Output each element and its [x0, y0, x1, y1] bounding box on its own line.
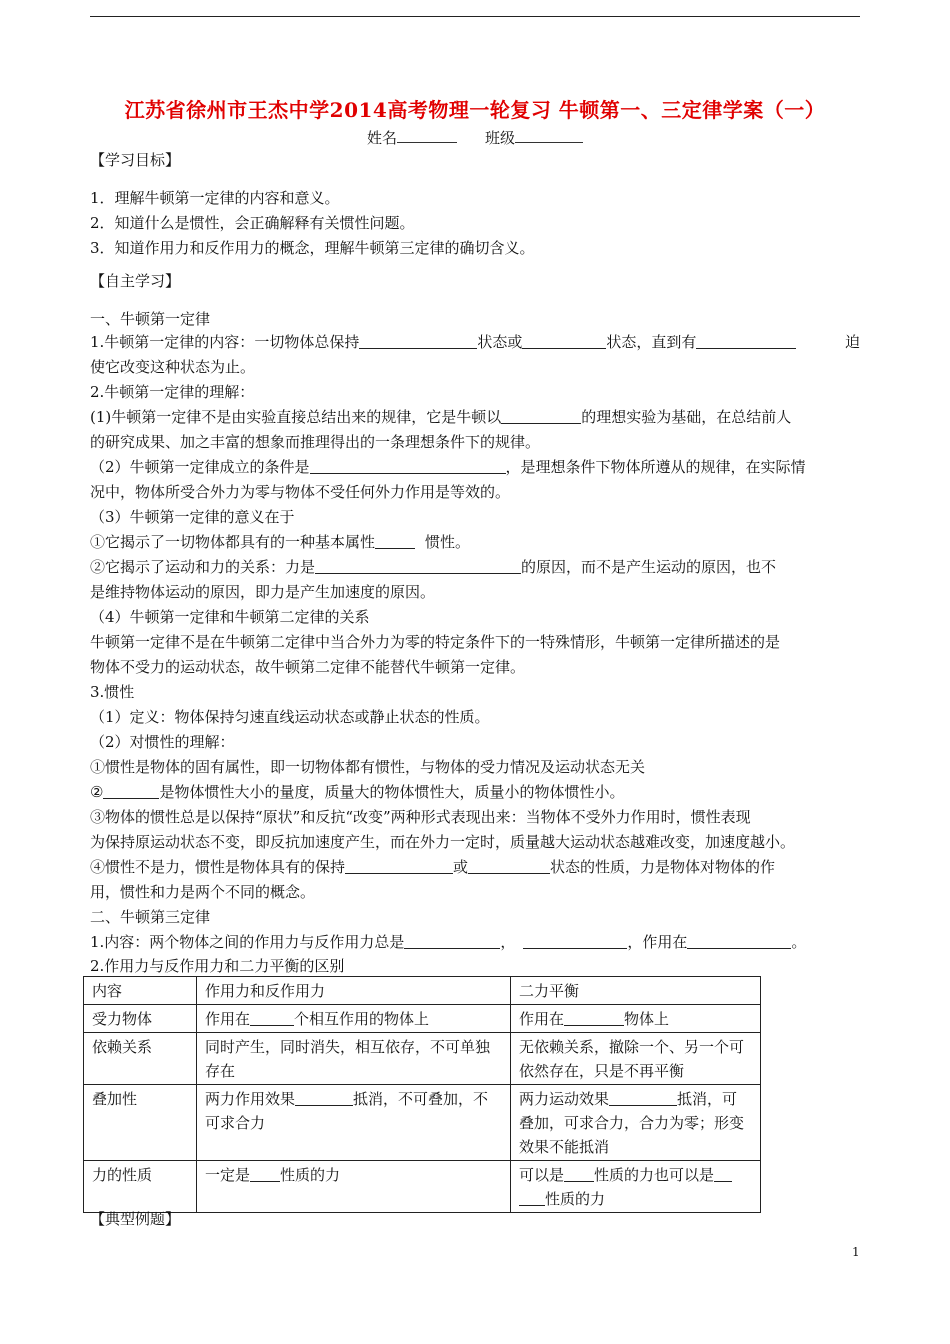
name-label: 姓名	[366, 129, 397, 147]
name-blank	[397, 128, 457, 143]
text-span: 性质的力	[545, 1190, 606, 1208]
law1-meaning-2-line2: 是维持物体运动的原因，即力是产生加速度的原因。	[90, 583, 436, 601]
text-span: （2）牛顿第一定律成立的条件是	[90, 458, 310, 476]
text-span: 1.牛顿第一定律的内容：一切物体总保持	[90, 333, 360, 351]
text-span: 状态的性质，力是物体对物体的作	[550, 858, 776, 876]
blank-field	[564, 1166, 594, 1182]
text-span: 抵消，不可叠加，不可求合力	[205, 1090, 489, 1132]
blank-field	[501, 408, 581, 424]
example-header: 【典型例题】	[90, 1210, 181, 1228]
table-cell	[197, 1161, 511, 1213]
blank-field	[468, 858, 550, 874]
goals-header: 【学习目标】	[90, 151, 181, 169]
table-row	[84, 1033, 761, 1085]
blank-field	[523, 933, 627, 949]
text-span: ，是理想条件下物体所遵从的规律，在实际情	[505, 458, 806, 476]
text-span: 作用在	[205, 1010, 251, 1028]
table-cell: 无依赖关系，撤除一个、另一个可依然存在，只是不再平衡	[511, 1033, 761, 1085]
part2-title: 二、牛顿第三定律	[90, 908, 211, 926]
name-class-line	[0, 127, 950, 148]
law1-point3: （3）牛顿第一定律的意义在于	[90, 508, 295, 526]
law1-point2-line1	[90, 455, 860, 480]
text-span: ，	[500, 933, 516, 951]
inertia-point4-line1	[90, 855, 860, 880]
law1-point2-line2: 况中，物体所受合外力为零与物体不受任何外力作用是等效的。	[90, 483, 511, 501]
text-span: 个相互作用的物体上	[294, 1010, 430, 1028]
blank-field	[564, 1010, 624, 1026]
goal-item-1: 1．理解牛顿第一定律的内容和意义。	[90, 189, 340, 207]
text-span: 可以是	[519, 1166, 565, 1184]
top-rule	[90, 16, 860, 17]
comparison-table	[83, 976, 761, 1213]
table-cell	[197, 1085, 511, 1161]
blank-field	[250, 1166, 280, 1182]
blank-field	[714, 1166, 732, 1182]
law1-content-line	[90, 330, 860, 355]
text-span: 1.内容：两个物体之间的作用力与反作用力总是	[90, 933, 405, 951]
text-span: 的原因，而不是产生运动的原因，也不	[521, 558, 777, 576]
table-header-cell: 作用力和反作用力	[197, 977, 511, 1005]
goal-item-3: 3．知道作用力和反作用力的概念，理解牛顿第三定律的确切含义。	[90, 239, 535, 257]
blank-field	[519, 1190, 545, 1206]
blank-field	[103, 783, 159, 799]
text-span: 惯性。	[425, 533, 471, 551]
inertia-point3-line1: ③物体的惯性总是以保持“原状”和反抗“改变”两种形式表现出来：当物体不受外力作用时，惯性表现	[90, 808, 751, 826]
self-study-header: 【自主学习】	[90, 272, 181, 290]
text-span: 抵消，可叠加，可求合力，合力为零；形变效果不能抵消	[519, 1090, 745, 1156]
blank-field	[250, 1010, 294, 1026]
text-span: 的理想实验为基础，在总结前人	[581, 408, 792, 426]
text-span: 性质的力	[280, 1166, 341, 1184]
text-span: 。	[791, 933, 807, 951]
law3-content	[90, 930, 860, 955]
blank-field	[404, 933, 500, 949]
blank-field	[295, 1090, 353, 1106]
text-span: ④惯性不是力，惯性是物体具有的保持	[90, 858, 346, 876]
inertia-point2	[90, 780, 860, 805]
text-span: 或	[453, 858, 469, 876]
blank-field	[687, 933, 791, 949]
blank-field	[609, 1090, 677, 1106]
table-cell	[511, 1161, 761, 1213]
text-span: ②	[90, 783, 104, 801]
part1-title: 一、牛顿第一定律	[90, 310, 211, 328]
row-label: 依赖关系	[84, 1033, 197, 1085]
class-blank	[515, 128, 583, 143]
text-span: 性质的力也可以是	[594, 1166, 715, 1184]
text-span: 状态，直到有	[606, 333, 697, 351]
comparison-title: 2.作用力与反作用力和二力平衡的区别	[90, 957, 345, 975]
document-title: 江苏省徐州市王杰中学2014高考物理一轮复习 牛顿第一、三定律学案（一）	[124, 98, 826, 122]
goal-item-2: 2．知道什么是惯性，会正确解释有关惯性问题。	[90, 214, 415, 232]
text-span: 一定是	[205, 1166, 251, 1184]
text-span: 两力作用效果	[205, 1090, 296, 1108]
text-span: 两力运动效果	[519, 1090, 610, 1108]
row-label: 力的性质	[84, 1161, 197, 1213]
law1-understanding: 2.牛顿第一定律的理解：	[90, 383, 255, 401]
blank-field	[522, 333, 606, 349]
text-span: 迫	[844, 333, 860, 351]
class-label: 班级	[485, 129, 516, 147]
inertia-definition: （1）定义：物体保持匀速直线运动状态或静止状态的性质。	[90, 708, 490, 726]
blank-field	[315, 558, 521, 574]
table-row	[84, 1085, 761, 1161]
text-span: 是物体惯性大小的量度，质量大的物体惯性大，质量小的物体惯性小。	[159, 783, 625, 801]
blank-field	[375, 533, 415, 549]
text-span: ，作用在	[627, 933, 688, 951]
table-header-row	[84, 977, 761, 1005]
row-label: 受力物体	[84, 1005, 197, 1033]
law1-point1-line1	[90, 405, 860, 430]
text-span: ②它揭示了运动和力的关系：力是	[90, 558, 316, 576]
table-cell	[197, 1005, 511, 1033]
text-span: 状态或	[477, 333, 523, 351]
table-header-cell: 二力平衡	[511, 977, 761, 1005]
text-span: (1)牛顿第一定律不是由实验直接总结出来的规律，它是牛顿以	[90, 408, 502, 426]
law1-relation-line1: 牛顿第一定律不是在牛顿第二定律中当合外力为零的特定条件下的一特殊情形，牛顿第一定律所描述的是	[90, 633, 781, 651]
inertia-point4-line2: 用，惯性和力是两个不同的概念。	[90, 883, 316, 901]
law1-meaning-1	[90, 530, 860, 555]
page-number: 1	[852, 1245, 860, 1259]
text-span: ①它揭示了一切物体都具有的一种基本属性	[90, 533, 376, 551]
law1-meaning-2-line1	[90, 555, 860, 580]
table-row	[84, 1161, 761, 1213]
law1-point1-line2: 的研究成果、加之丰富的想象而推理得出的一条理想条件下的规律。	[90, 433, 541, 451]
inertia-point1: ①惯性是物体的固有属性，即一切物体都有惯性，与物体的受力情况及运动状态无关	[90, 758, 646, 776]
text-span: 作用在	[519, 1010, 565, 1028]
law1-relation-line2: 物体不受力的运动状态，故牛顿第二定律不能替代牛顿第一定律。	[90, 658, 526, 676]
inertia-point3-line2: 为保持原运动状态不变，即反抗加速度产生，而在外力一定时，质量越大运动状态越难改变，加速度越小。	[90, 833, 796, 851]
row-label: 叠加性	[84, 1085, 197, 1161]
inertia-understanding: （2）对惯性的理解：	[90, 733, 235, 751]
table-header-cell: 内容	[84, 977, 197, 1005]
table-cell	[511, 1085, 761, 1161]
blank-field	[310, 458, 506, 474]
text-span: 物体上	[624, 1010, 670, 1028]
table-cell: 同时产生，同时消失，相互依存，不可单独存在	[197, 1033, 511, 1085]
table-cell	[511, 1005, 761, 1033]
law1-content-cont: 使它改变这种状态为止。	[90, 358, 256, 376]
law1-point4: （4）牛顿第一定律和牛顿第二定律的关系	[90, 608, 370, 626]
inertia-title: 3.惯性	[90, 683, 135, 701]
table-row	[84, 1005, 761, 1033]
blank-field	[345, 858, 453, 874]
blank-field	[696, 333, 796, 349]
blank-field	[359, 333, 477, 349]
